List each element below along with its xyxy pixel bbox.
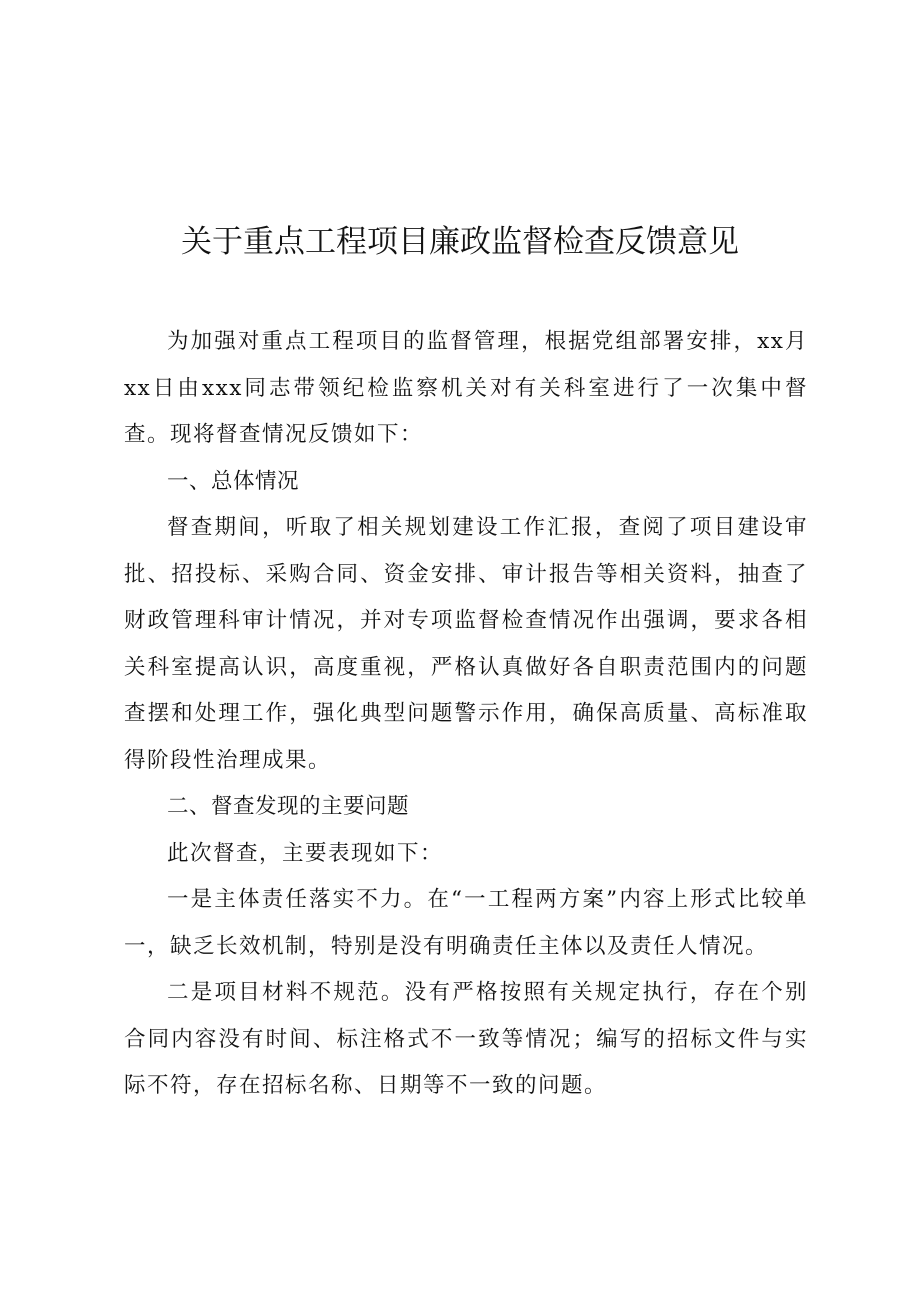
problem-item-1: 一是主体责任落实不力。在“一工程两方案”内容上形式比较单一，缺乏长效机制，特别是没有明确责任主体以及责任人情况。 [124, 887, 808, 959]
document-title: 关于重点工程项目廉政监督检查反馈意见 [181, 224, 739, 260]
problems-lead-paragraph: 此次督查，主要表现如下： [167, 840, 444, 866]
problem-item-2: 二是项目材料不规范。没有严格按照有关规定执行，存在个别合同内容没有时间、标注格式不一致等情况；编写的招标文件与实际不符，存在招标名称、日期等不一致的问题。 [124, 980, 808, 1098]
overall-paragraph: 督查期间，听取了相关规划建设工作汇报，查阅了项目建设审批、招投标、采购合同、资金安排、审计报告等相关资料，抽查了财政管理科审计情况，并对专项监督检查情况作出强调，要求各相关科室提高认识，高度重视，严格认真做好各自职责范围内的问题查摆和处理工作，强化典型问题警示作用，确保高质量、高标准取得阶段性治理成果。 [124, 515, 808, 773]
document-body [124, 319, 808, 1110]
section-heading-overall: 一、总体情况 [167, 468, 300, 494]
section-heading-problems: 二、督查发现的主要问题 [167, 794, 410, 819]
intro-paragraph: 为加强对重点工程项目的监督管理，根据党组部署安排，xx月xx日由xxx同志带领纪检监察机关对有关科室进行了一次集中督查。现将督查情况反馈如下： [124, 329, 808, 447]
